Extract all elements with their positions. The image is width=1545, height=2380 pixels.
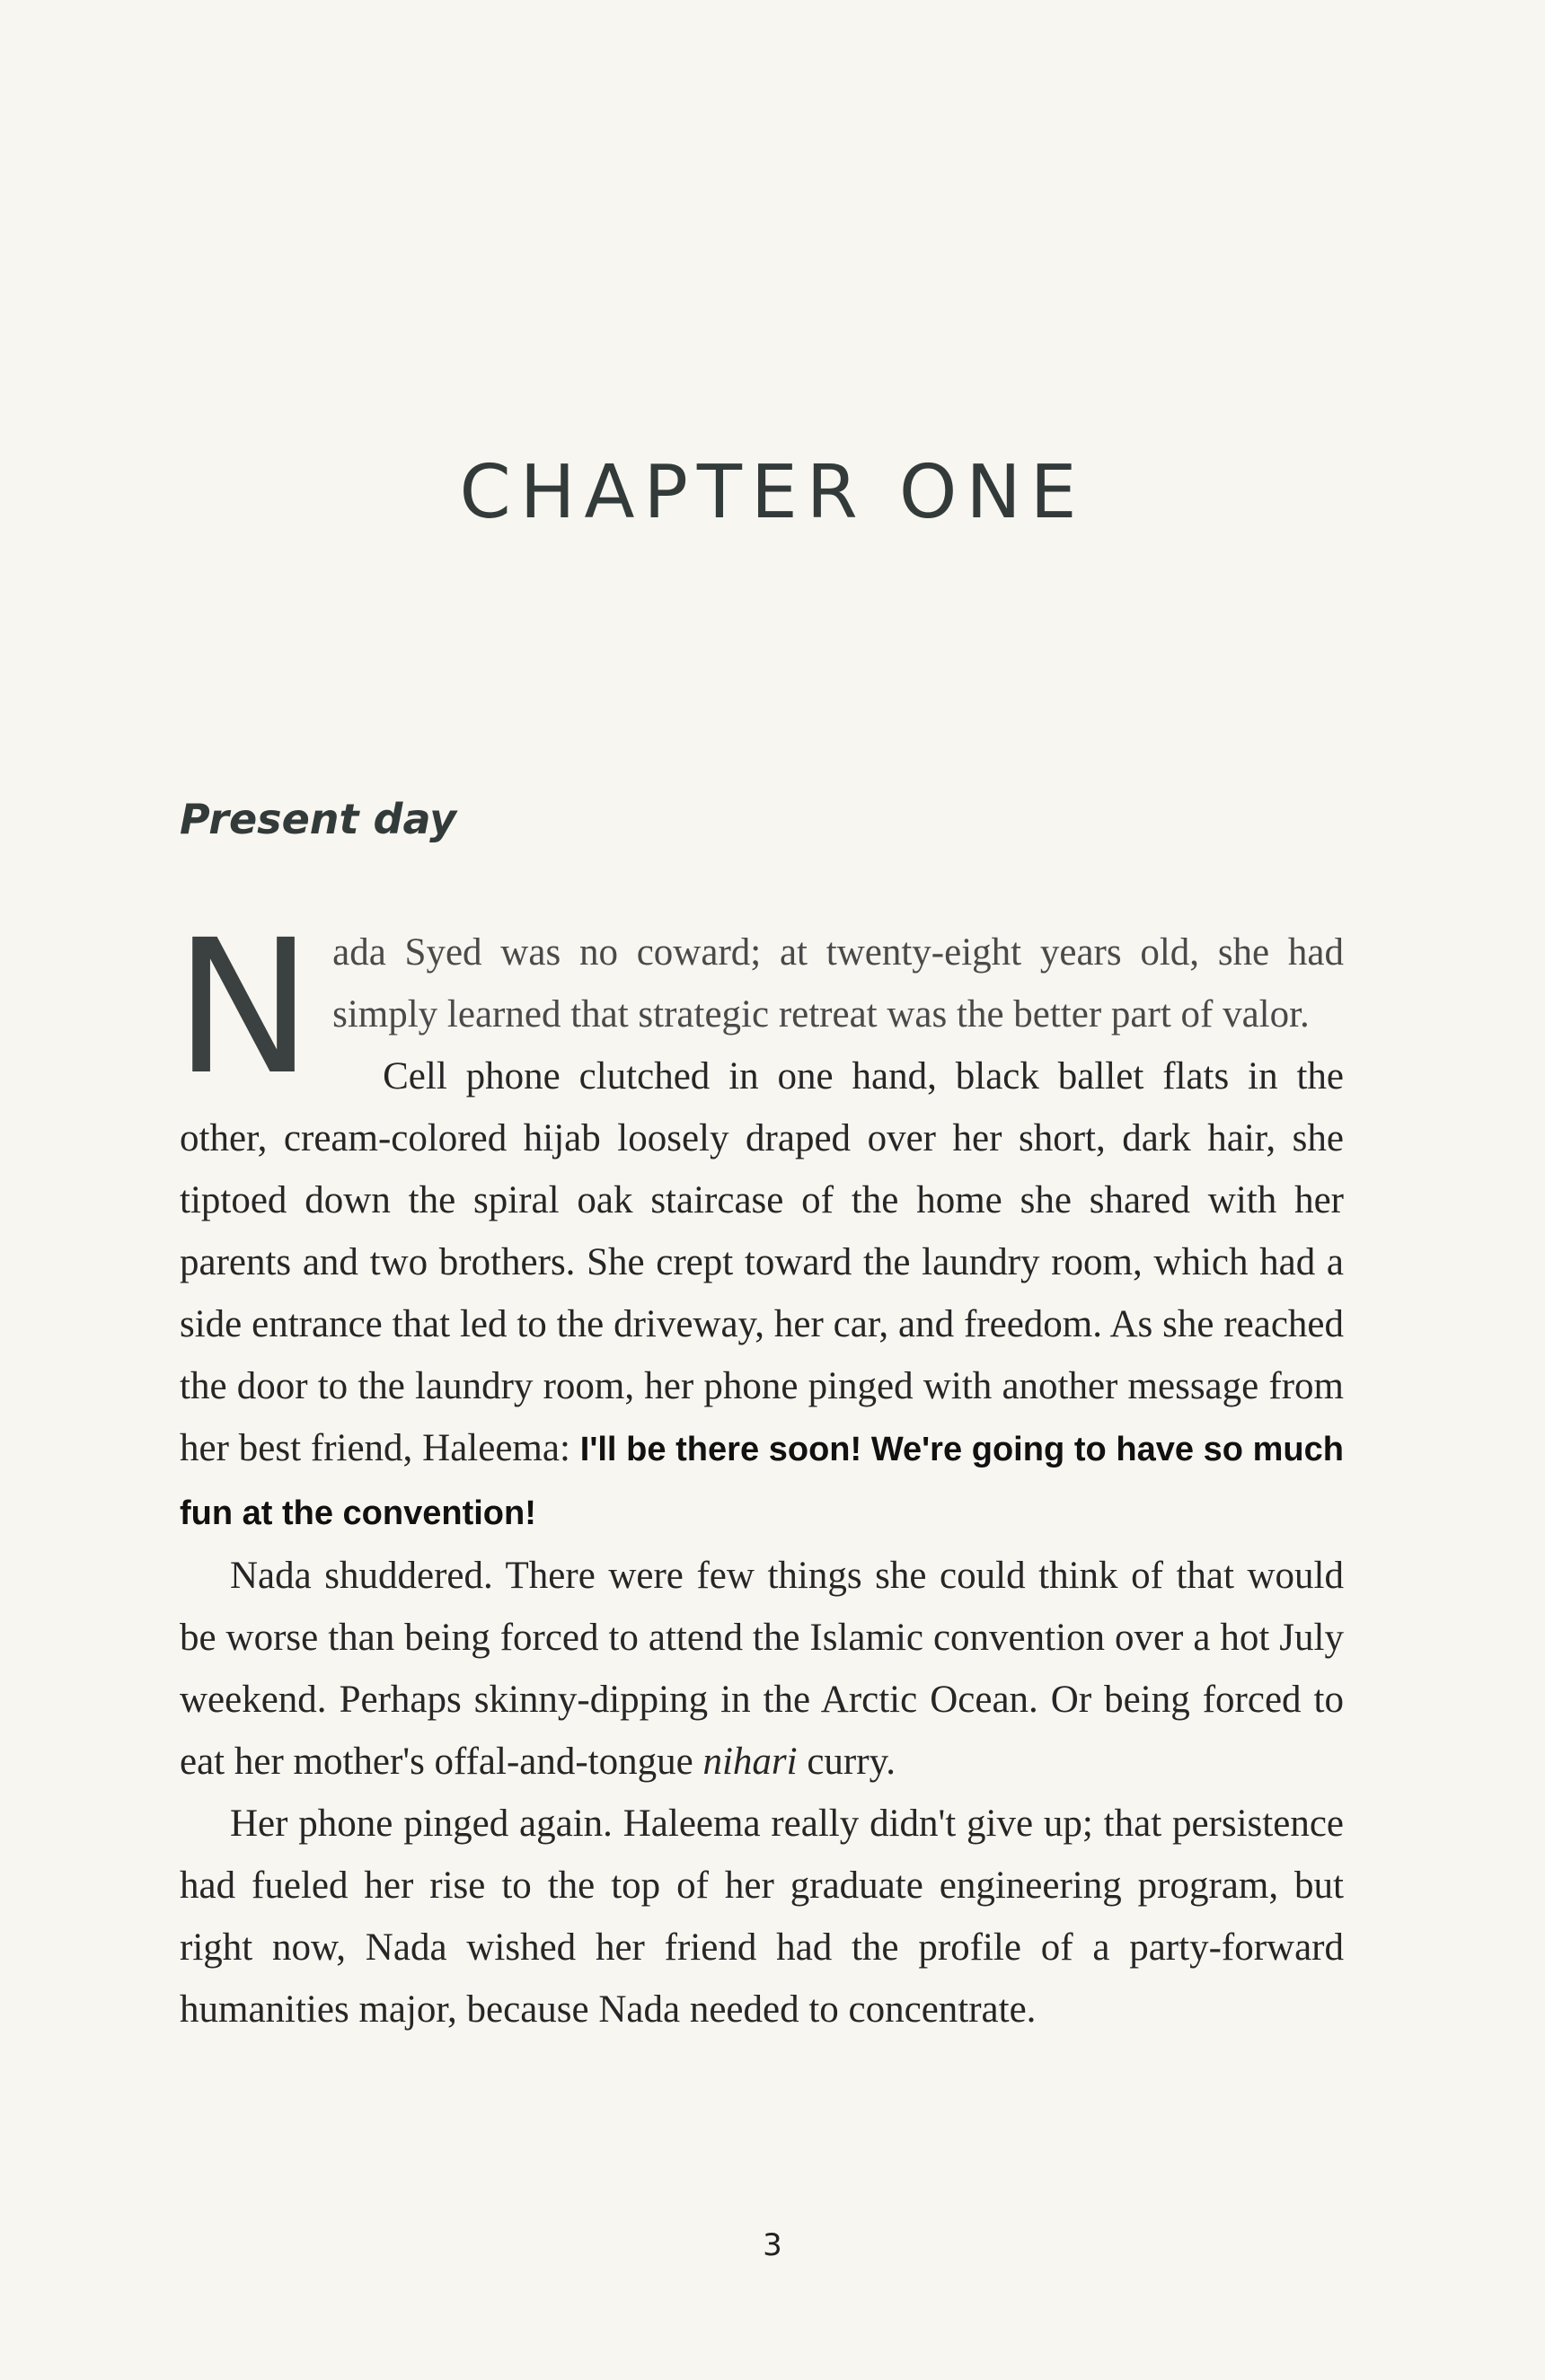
italic-word: nihari xyxy=(702,1741,798,1783)
paragraph-3-text: Nada shuddered. There were few things she could think of that would be worse than being forced to attend the Islamic convention over a hot July weekend. Perhaps skinny-dipping in the Arctic Ocean. Or being forced to eat her mother's offal-and-tongue xyxy=(180,1555,1344,1783)
paragraph-4-text: Her phone pinged again. Haleema really didn't give up; that persistence had fueled her rise to the top of her graduate engineering program, but right now, Nada wished her friend had the profile of a party-forward humanities major, because Nada needed to concentrate. xyxy=(180,1803,1344,2031)
paragraph-3 xyxy=(180,1545,1344,1793)
paragraph-1-text: ada Syed was no coward; at twenty-eight years old, she had simply learned that strategic retreat was the better part of valor. xyxy=(332,931,1344,1036)
drop-cap: N xyxy=(174,900,313,1115)
chapter-title: CHAPTER ONE xyxy=(459,450,1086,535)
text-message: I'll be there soon! We're going to have so much fun at the convention! xyxy=(180,1431,1344,1532)
paragraph-3-end: curry. xyxy=(797,1741,896,1783)
page-number: 3 xyxy=(763,2227,782,2263)
paragraph-1 xyxy=(174,900,1344,1115)
body-text xyxy=(174,900,1344,2041)
paragraph-4 xyxy=(180,1793,1344,2041)
paragraph-2 xyxy=(180,1045,1344,1545)
paragraph-2-text: Cell phone clutched in one hand, black ballet flats in the other, cream-colored hijab loosely draped over her short, dark hair, she tiptoed down the spiral oak staircase of the home she shared with her parents and two brothers. She crept toward the laundry room, which had a side entrance that led to the driveway, her car, and freedom. As she reached the door to the laundry room, her phone pinged with another message from her best friend, Haleema: xyxy=(180,1055,1344,1469)
section-heading: Present day xyxy=(180,795,457,843)
